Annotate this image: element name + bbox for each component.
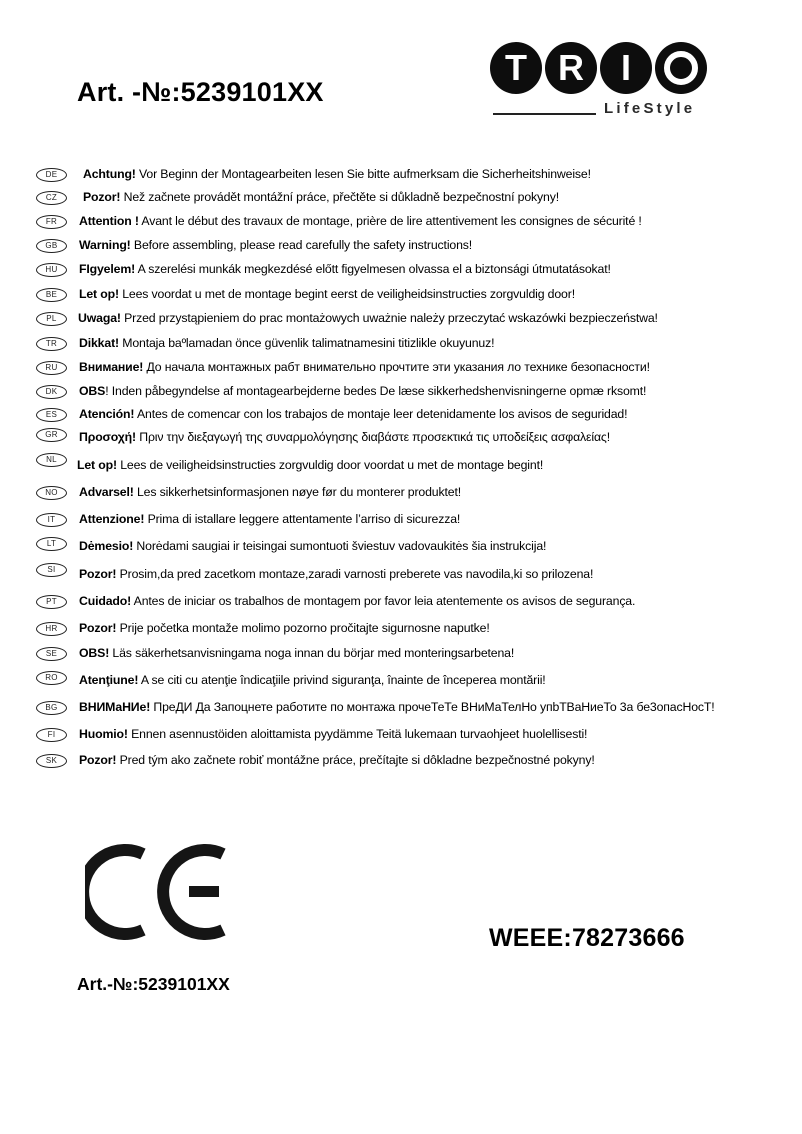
warning-row-fi <box>0 726 760 746</box>
warning-body: Pred tým ako začnete robiť montážne práce, prečítajte si dôkladne bezpečnostné pokyny! <box>116 753 595 767</box>
warning-row-bg <box>0 699 760 719</box>
language-badge-gb: GB <box>36 239 67 253</box>
warning-text <box>79 286 575 302</box>
logo-letter-i: I <box>600 42 652 94</box>
warning-row-hr <box>0 620 760 640</box>
warning-row-es <box>0 406 760 426</box>
language-badge-fr: FR <box>36 215 67 229</box>
warning-body: Lees de veiligheidsinstructies zorgvuldig door voordat u met de montage begint! <box>116 458 544 472</box>
warning-body: Πριν την διεξαγωγή της συναρμολόγησης διαβάστε προσεκτικά τις υποδείξεις ασφαλείας! <box>135 430 610 444</box>
language-badge-ru: RU <box>36 361 67 375</box>
warning-title: Advarsel! <box>79 485 134 499</box>
warning-text <box>79 726 587 742</box>
language-badge-cz: CZ <box>36 191 67 205</box>
warning-text <box>79 359 650 375</box>
warning-body: До начала монтажных рабт внимательно прочтите эти указания ло технике безопасности! <box>143 360 650 374</box>
warning-body: ! Inden påbegyndelse af montagearbejderne bedes De læse sikkerhedshenvisningerne opmæ rksomt! <box>105 384 647 398</box>
warning-title: OBS <box>79 384 106 398</box>
warning-text <box>77 457 543 473</box>
warning-title: Cuidado! <box>79 594 132 608</box>
warning-row-fr <box>0 213 760 233</box>
trio-lifestyle-logo <box>490 42 714 122</box>
warning-body: Vor Beginn der Montagearbeiten lesen Sie bitte aufmerksam die Sicherheitshinweise! <box>135 167 591 181</box>
warning-row-dk <box>0 383 760 403</box>
warning-title: ВНИМаНИе! <box>79 700 151 714</box>
warning-row-be <box>0 286 760 306</box>
warning-body: Lees voordat u met de montage begint eerst de veiligheidsinstructies zorgvuldig door! <box>118 287 575 301</box>
warning-body: Avant le début des travaux de montage, prière de lire attentivement les consignes de sécurité ! <box>138 214 642 228</box>
warning-body: Prije početka montaže molimo pozorno pročitajte sigurnosne naputke! <box>116 621 490 635</box>
language-badge-se: SE <box>36 647 67 661</box>
warning-row-sk <box>0 752 760 772</box>
language-badge-si: SI <box>36 563 67 577</box>
warning-text <box>79 699 715 715</box>
warning-body: Prosim,da pred zacetkom montaze,zaradi varnosti preberete vas navodila,ki so prilozena! <box>116 567 594 581</box>
warning-title: Let op! <box>77 458 117 472</box>
warning-text <box>79 406 627 422</box>
warning-body: Antes de iniciar os trabalhos de montagem por favor leia atentemente os avisos de segurança. <box>131 594 636 608</box>
warning-row-ru <box>0 359 760 379</box>
warning-title: FIgyelem! <box>79 262 136 276</box>
warning-row-ro <box>0 672 760 692</box>
weee-registration-number: WEEE:78273666 <box>489 924 685 952</box>
warning-title: Uwaga! <box>78 311 121 325</box>
warning-text <box>83 189 559 205</box>
warning-text <box>79 429 610 445</box>
logo-letter-r: R <box>545 42 597 94</box>
warning-body: A szerelési munkák megkezdésé előtt figyelmesen olvassa el a biztonsági útmutatásokat! <box>135 262 611 276</box>
warning-text <box>79 752 595 768</box>
warning-title: Dėmesio! <box>79 539 134 553</box>
warning-text <box>79 213 642 229</box>
logo-circles <box>490 42 707 94</box>
ce-mark-icon <box>85 842 235 942</box>
warning-row-de <box>0 166 760 186</box>
warning-title: Attention ! <box>79 214 139 228</box>
warning-text <box>79 620 490 636</box>
warning-body: Prima di istallare leggere attentamente l’arriso di sicurezza! <box>144 512 461 526</box>
warning-text <box>79 484 461 500</box>
warning-text <box>79 645 514 661</box>
warning-title: Atención! <box>79 407 135 421</box>
warning-title: Let op! <box>79 287 119 301</box>
warning-text <box>79 672 546 688</box>
language-badge-dk: DK <box>36 385 67 399</box>
warning-title: Dikkat! <box>79 336 119 350</box>
language-badge-gr: GR <box>36 428 67 442</box>
article-number-footer: Art.-№:5239101XX <box>77 974 230 994</box>
language-badge-nl: NL <box>36 453 67 467</box>
language-badge-lt: LT <box>36 537 67 551</box>
warning-row-lt <box>0 538 760 558</box>
warning-body: Before assembling, please read carefully the safety instructions! <box>130 238 473 252</box>
warning-title: Pozor! <box>79 621 117 635</box>
warning-text <box>83 166 591 182</box>
language-badge-ro: RO <box>36 671 67 685</box>
warning-text <box>79 593 635 609</box>
warning-row-hu <box>0 261 760 281</box>
warning-title: Huomio! <box>79 727 128 741</box>
warning-title: Achtung! <box>83 167 136 181</box>
warning-title: Atenţiune! <box>79 673 139 687</box>
warning-body: Norėdami saugiai ir teisingai sumontuoti šviestuv vadovaukitės šia instrukcija! <box>133 539 547 553</box>
warning-row-si <box>0 566 760 586</box>
warning-body: Les sikkerhetsinformasjonen nøye før du monterer produktet! <box>133 485 461 499</box>
warning-title: OBS! <box>79 646 110 660</box>
language-badge-sk: SK <box>36 754 67 768</box>
warning-text <box>79 335 494 351</box>
warning-row-gr <box>0 429 760 449</box>
language-badge-it: IT <box>36 513 67 527</box>
logo-letter-o-ring-icon <box>655 42 707 94</box>
warning-title: Warning! <box>79 238 131 252</box>
warning-body: Ennen asennustöiden aloittamista pyydämme Teitä lukemaan turvaohjeet huolellisesti! <box>127 727 588 741</box>
warning-title: Attenzione! <box>79 512 145 526</box>
language-badge-hr: HR <box>36 622 67 636</box>
warning-body: Przed przystąpieniem do prac montażowych uważnie należy przeczytać wskazówki bezpieczeństwa! <box>120 311 658 325</box>
language-badge-pt: PT <box>36 595 67 609</box>
warning-text <box>78 310 658 326</box>
logo-underline <box>493 113 596 115</box>
warning-body: Antes de comencar con los trabajos de montaje leer detenidamente los avisos de seguridad! <box>134 407 628 421</box>
logo-tagline: LifeStyle <box>604 100 696 117</box>
warning-row-gb <box>0 237 760 257</box>
warning-row-nl <box>0 457 760 477</box>
warning-row-no <box>0 484 760 504</box>
warning-title: Pozor! <box>83 190 121 204</box>
language-badge-be: BE <box>36 288 67 302</box>
article-number-heading: Art. -№:5239101XX <box>77 77 324 107</box>
warning-text <box>79 237 472 253</box>
warning-body: Montaja baºlamadan önce güvenlik talimatnamesini titizlikle okuyunuz! <box>118 336 495 350</box>
language-badge-tr: TR <box>36 337 67 351</box>
warning-title: Προσοχή! <box>79 430 136 444</box>
warning-row-se <box>0 645 760 665</box>
warning-row-pt <box>0 593 760 613</box>
warning-body: ПреДИ Да Запоцнете работите по монтажа прочеТеТе ВНиМаТелНо упbТВаНиеТо 3а бе3опасНосТ! <box>150 700 715 714</box>
warning-title: Pozor! <box>79 567 117 581</box>
language-badge-bg: BG <box>36 701 67 715</box>
warning-body: A se citi cu atenţie îndicaţiile privind siguranţa, înainte de începerea montării! <box>138 673 546 687</box>
warning-text <box>79 261 611 277</box>
warning-row-it <box>0 511 760 531</box>
warning-row-pl <box>0 310 760 330</box>
language-badge-pl: PL <box>36 312 67 326</box>
language-badge-de: DE <box>36 168 67 182</box>
warning-title: Внимание! <box>79 360 144 374</box>
warning-text <box>79 511 460 527</box>
warning-body: Läs säkerhetsanvisningama noga innan du börjar med monteringsarbetena! <box>109 646 515 660</box>
warning-row-cz <box>0 189 760 209</box>
language-badge-fi: FI <box>36 728 67 742</box>
language-badge-es: ES <box>36 408 67 422</box>
logo-letter-t: T <box>490 42 542 94</box>
language-badge-no: NO <box>36 486 67 500</box>
warning-row-tr <box>0 335 760 355</box>
warning-text <box>79 383 646 399</box>
language-badge-hu: HU <box>36 263 67 277</box>
warning-body: Než začnete provádět montážní práce, přečtěte si důkladně bezpečnostní pokyny! <box>120 190 559 204</box>
warning-text <box>79 538 546 554</box>
warning-title: Pozor! <box>79 753 117 767</box>
warning-text <box>79 566 593 582</box>
